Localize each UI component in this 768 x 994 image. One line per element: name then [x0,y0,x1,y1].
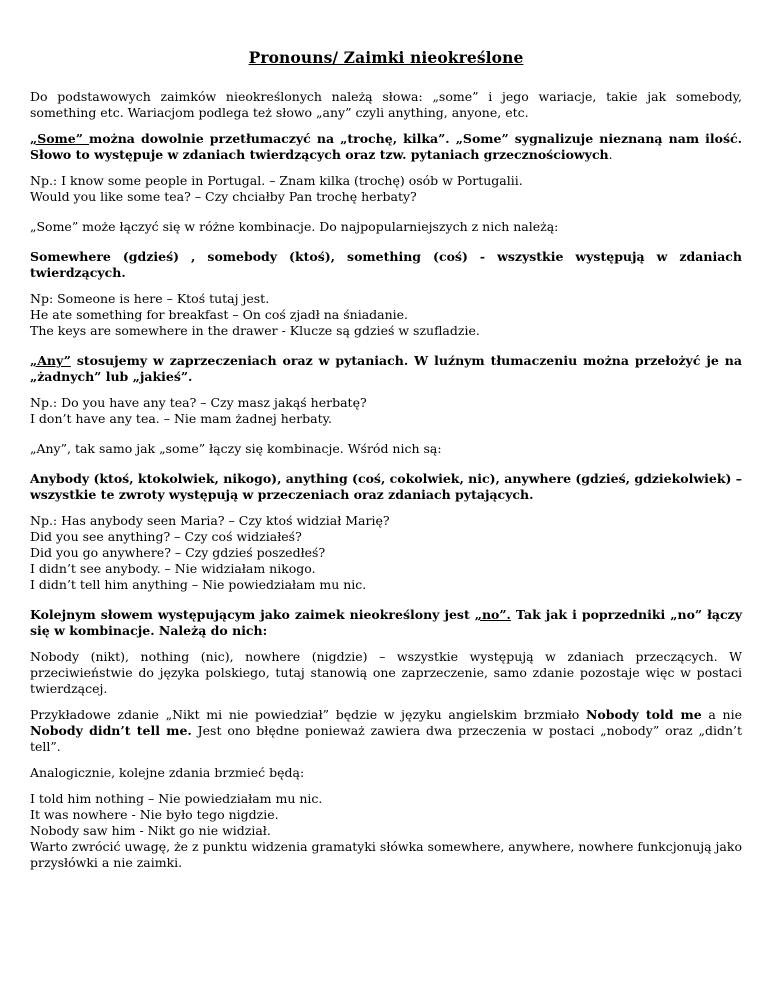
analog-intro: Analogicznie, kolejne zdania brzmieć będą: [30,765,305,780]
intro-paragraph: Do podstawowych zaimków nieokreślonych należą słowa: „some” i jego wariacje, takie jak somebody, something etc. Wariacjom podlega też słowo „any” czyli anything, anyone, etc. [30,89,742,120]
some-combo-list: Somewhere (gdzieś) , somebody (ktoś), something (coś) - wszystkie występują w zdaniach twierdzących. [30,249,742,280]
example-text-3: Jest ono błędne ponieważ zawiera dwa przeczenia w postaci „nobody” oraz „didn’t tell”. [30,723,742,754]
some-combo-example-3: The keys are somewhere in the drawer - Klucze są gdzieś w szufladzie. [30,323,480,338]
any-combo-example-2: Did you see anything? – Czy coś widziałeś? [30,529,302,544]
final-example-3: Nobody saw him - Nikt go nie widział. [30,823,271,838]
some-heading-tail: . [608,147,613,162]
any-term: „Any” [30,353,71,368]
some-example-2: Would you like some tea? – Czy chciałby Pan trochę herbaty? [30,189,417,204]
final-example-2: It was nowhere - Nie było tego nigdzie. [30,807,279,822]
page-title: Pronouns/ Zaimki nieokreślone [248,48,524,67]
any-combo-example-5: I didn’t tell him anything – Nie powiedziałam mu nic. [30,577,367,592]
some-heading [30,131,742,163]
no-term: „no”. [474,607,511,622]
no-description: Nobody (nikt), nothing (nic), nowhere (nigdzie) – wszystkie występują w zdaniach przeczących. W przeciwieństwie do języka polskiego, tutaj stanowią one zaprzeczenie, samo zdanie pozostaje więc w postaci twierdzącej. [30,649,742,696]
no-heading-before: Kolejnym słowem występującym jako zaimek nieokreślony jest [30,607,475,622]
any-combo-list: Anybody (ktoś, ktokolwiek, nikogo), anything (coś, cokolwiek, nic), anywhere (gdzieś, gdziekolwiek) – wszystkie te zwroty występują w przeczeniach oraz zdaniach pytających. [30,471,742,502]
any-combo-example-1: Np.: Has anybody seen Maria? – Czy ktoś widział Marię? [30,513,390,528]
no-heading [30,607,742,639]
example-correct: Nobody told me [585,707,702,722]
example-wrong: Nobody didn’t tell me. [30,723,192,738]
example-text-1: Przykładowe zdanie „Nikt mi nie powiedział” będzie w języku angielskim brzmiało [30,707,586,722]
any-example-1: Np.: Do you have any tea? – Czy masz jakąś herbatę? [30,395,367,410]
no-heading-after: Tak jak i poprzedniki „no” łączy się w kombinacje. Należą do nich: [30,607,742,638]
any-heading [30,353,742,385]
final-note: Warto zwrócić uwagę, że z punktu widzenia gramatyki słówka somewhere, anywhere, nowhere funkcjonują jako przysłówki a nie zaimki. [30,839,742,870]
some-combo-intro: „Some” może łączyć się w różne kombinacje. Do najpopularniejszych z nich należą: [30,219,559,234]
any-combo-example-3: Did you go anywhere? – Czy gdzieś poszedłeś? [30,545,326,560]
final-example-1: I told him nothing – Nie powiedziałam mu nic. [30,791,323,806]
some-example-1: Np.: I know some people in Portugal. – Znam kilka (trochę) osób w Portugalii. [30,173,523,188]
example-paragraph [30,707,742,755]
some-combo-example-1: Np: Someone is here – Ktoś tutaj jest. [30,291,270,306]
any-example-2: I don’t have any tea. – Nie mam żadnej herbaty. [30,411,333,426]
some-combo-example-2: He ate something for breakfast – On coś zjadł na śniadanie. [30,307,409,322]
some-term: „Some” [30,131,90,146]
example-text-2: a nie [701,707,742,722]
any-combo-example-4: I didn’t see anybody. – Nie widziałam nikogo. [30,561,316,576]
any-combo-intro: „Any”, tak samo jak „some” łączy się kombinacje. Wśród nich są: [30,441,442,456]
some-heading-text: można dowolnie przetłumaczyć na „trochę, kilka”. „Some” sygnalizuje nieznaną nam ilość. Słowo to występuje w zdaniach twierdzących oraz tzw. pytaniach grzecznościowych [30,131,742,162]
any-heading-text: stosujemy w zaprzeczeniach oraz w pytaniach. W luźnym tłumaczeniu można przełożyć je na „żadnych” lub „jakieś”. [30,353,742,384]
